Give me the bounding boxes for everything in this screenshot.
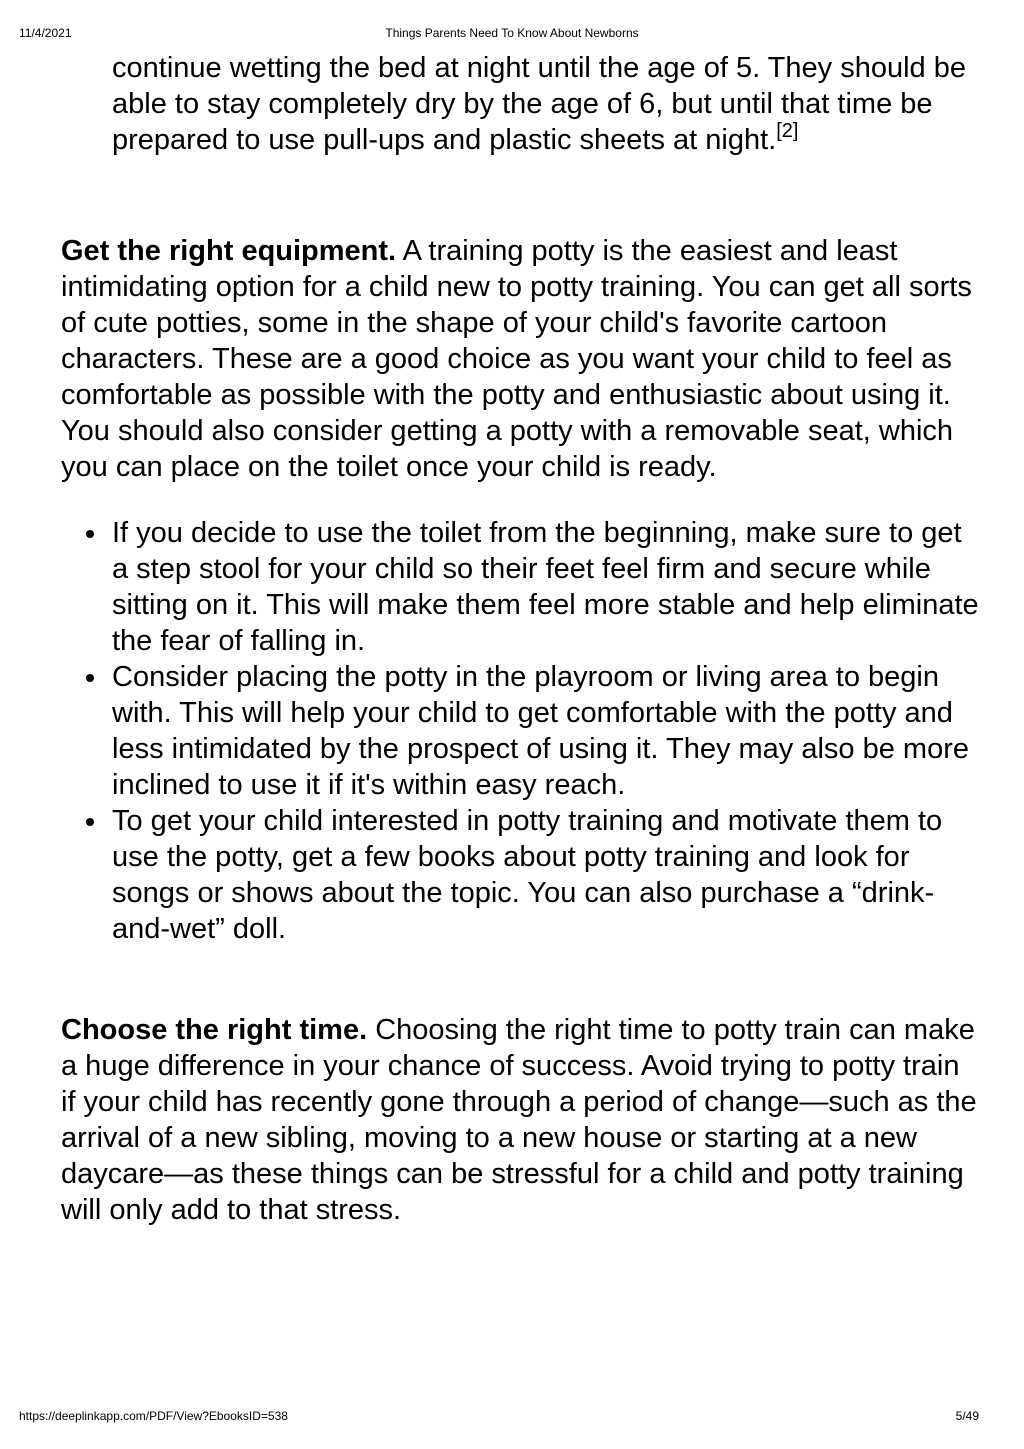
print-header-title: Things Parents Need To Know About Newborns [385, 26, 639, 40]
section-equipment-body: A training potty is the easiest and least intimidating option for a child new to potty training. You can get all sorts of cute potties, some in the shape of your child's favorite cartoon characters. These are a good choice as you want your child to feel as comfortable as possible with the potty and enthusiastic about using it. You should also consider getting a potty with a removable seat, which you can place on the toilet once your child is ready. [61, 235, 972, 483]
continued-list-item [112, 50, 981, 158]
section-timing-heading: Choose the right time. [61, 1014, 368, 1046]
section-equipment-heading: Get the right equipment. [61, 235, 397, 267]
list-item: Consider placing the potty in the playroom or living area to begin with. This will help your child to get comfortable with the potty and less intimidated by the prospect of using it. They may also be more inclined to use it if it's within easy reach. [112, 659, 981, 803]
section-timing [61, 1012, 981, 1228]
print-footer-url: https://deeplinkapp.com/PDF/View?EbooksID=538 [19, 1409, 288, 1423]
document-content [61, 50, 981, 1228]
continued-text: continue wetting the bed at night until the age of 5. They should be able to stay completely dry by the age of 6, but until that time be prepared to use pull-ups and plastic sheets at night. [112, 52, 966, 156]
section-timing-body: Choosing the right time to potty train can make a huge difference in your chance of success. Avoid trying to potty train if your child has recently gone through a period of change—such as the arrival of a new sibling, moving to a new house or starting at a new daycare—as these things can be stressful for a child and potty training will only add to that stress. [61, 1014, 977, 1226]
page-number: 5/49 [955, 1409, 979, 1423]
list-item: To get your child interested in potty training and motivate them to use the potty, get a few books about potty training and look for songs or shows about the topic. You can also purchase a “drink-and-wet” doll. [112, 803, 981, 947]
equipment-tips-list [61, 515, 981, 947]
section-equipment [61, 233, 981, 485]
print-header-date: 11/4/2021 [19, 26, 72, 40]
list-item: If you decide to use the toilet from the beginning, make sure to get a step stool for your child so their feet feel firm and secure while sitting on it. This will make them feel more stable and help eliminate the fear of falling in. [112, 515, 981, 659]
reference-link[interactable]: [2] [776, 120, 799, 142]
